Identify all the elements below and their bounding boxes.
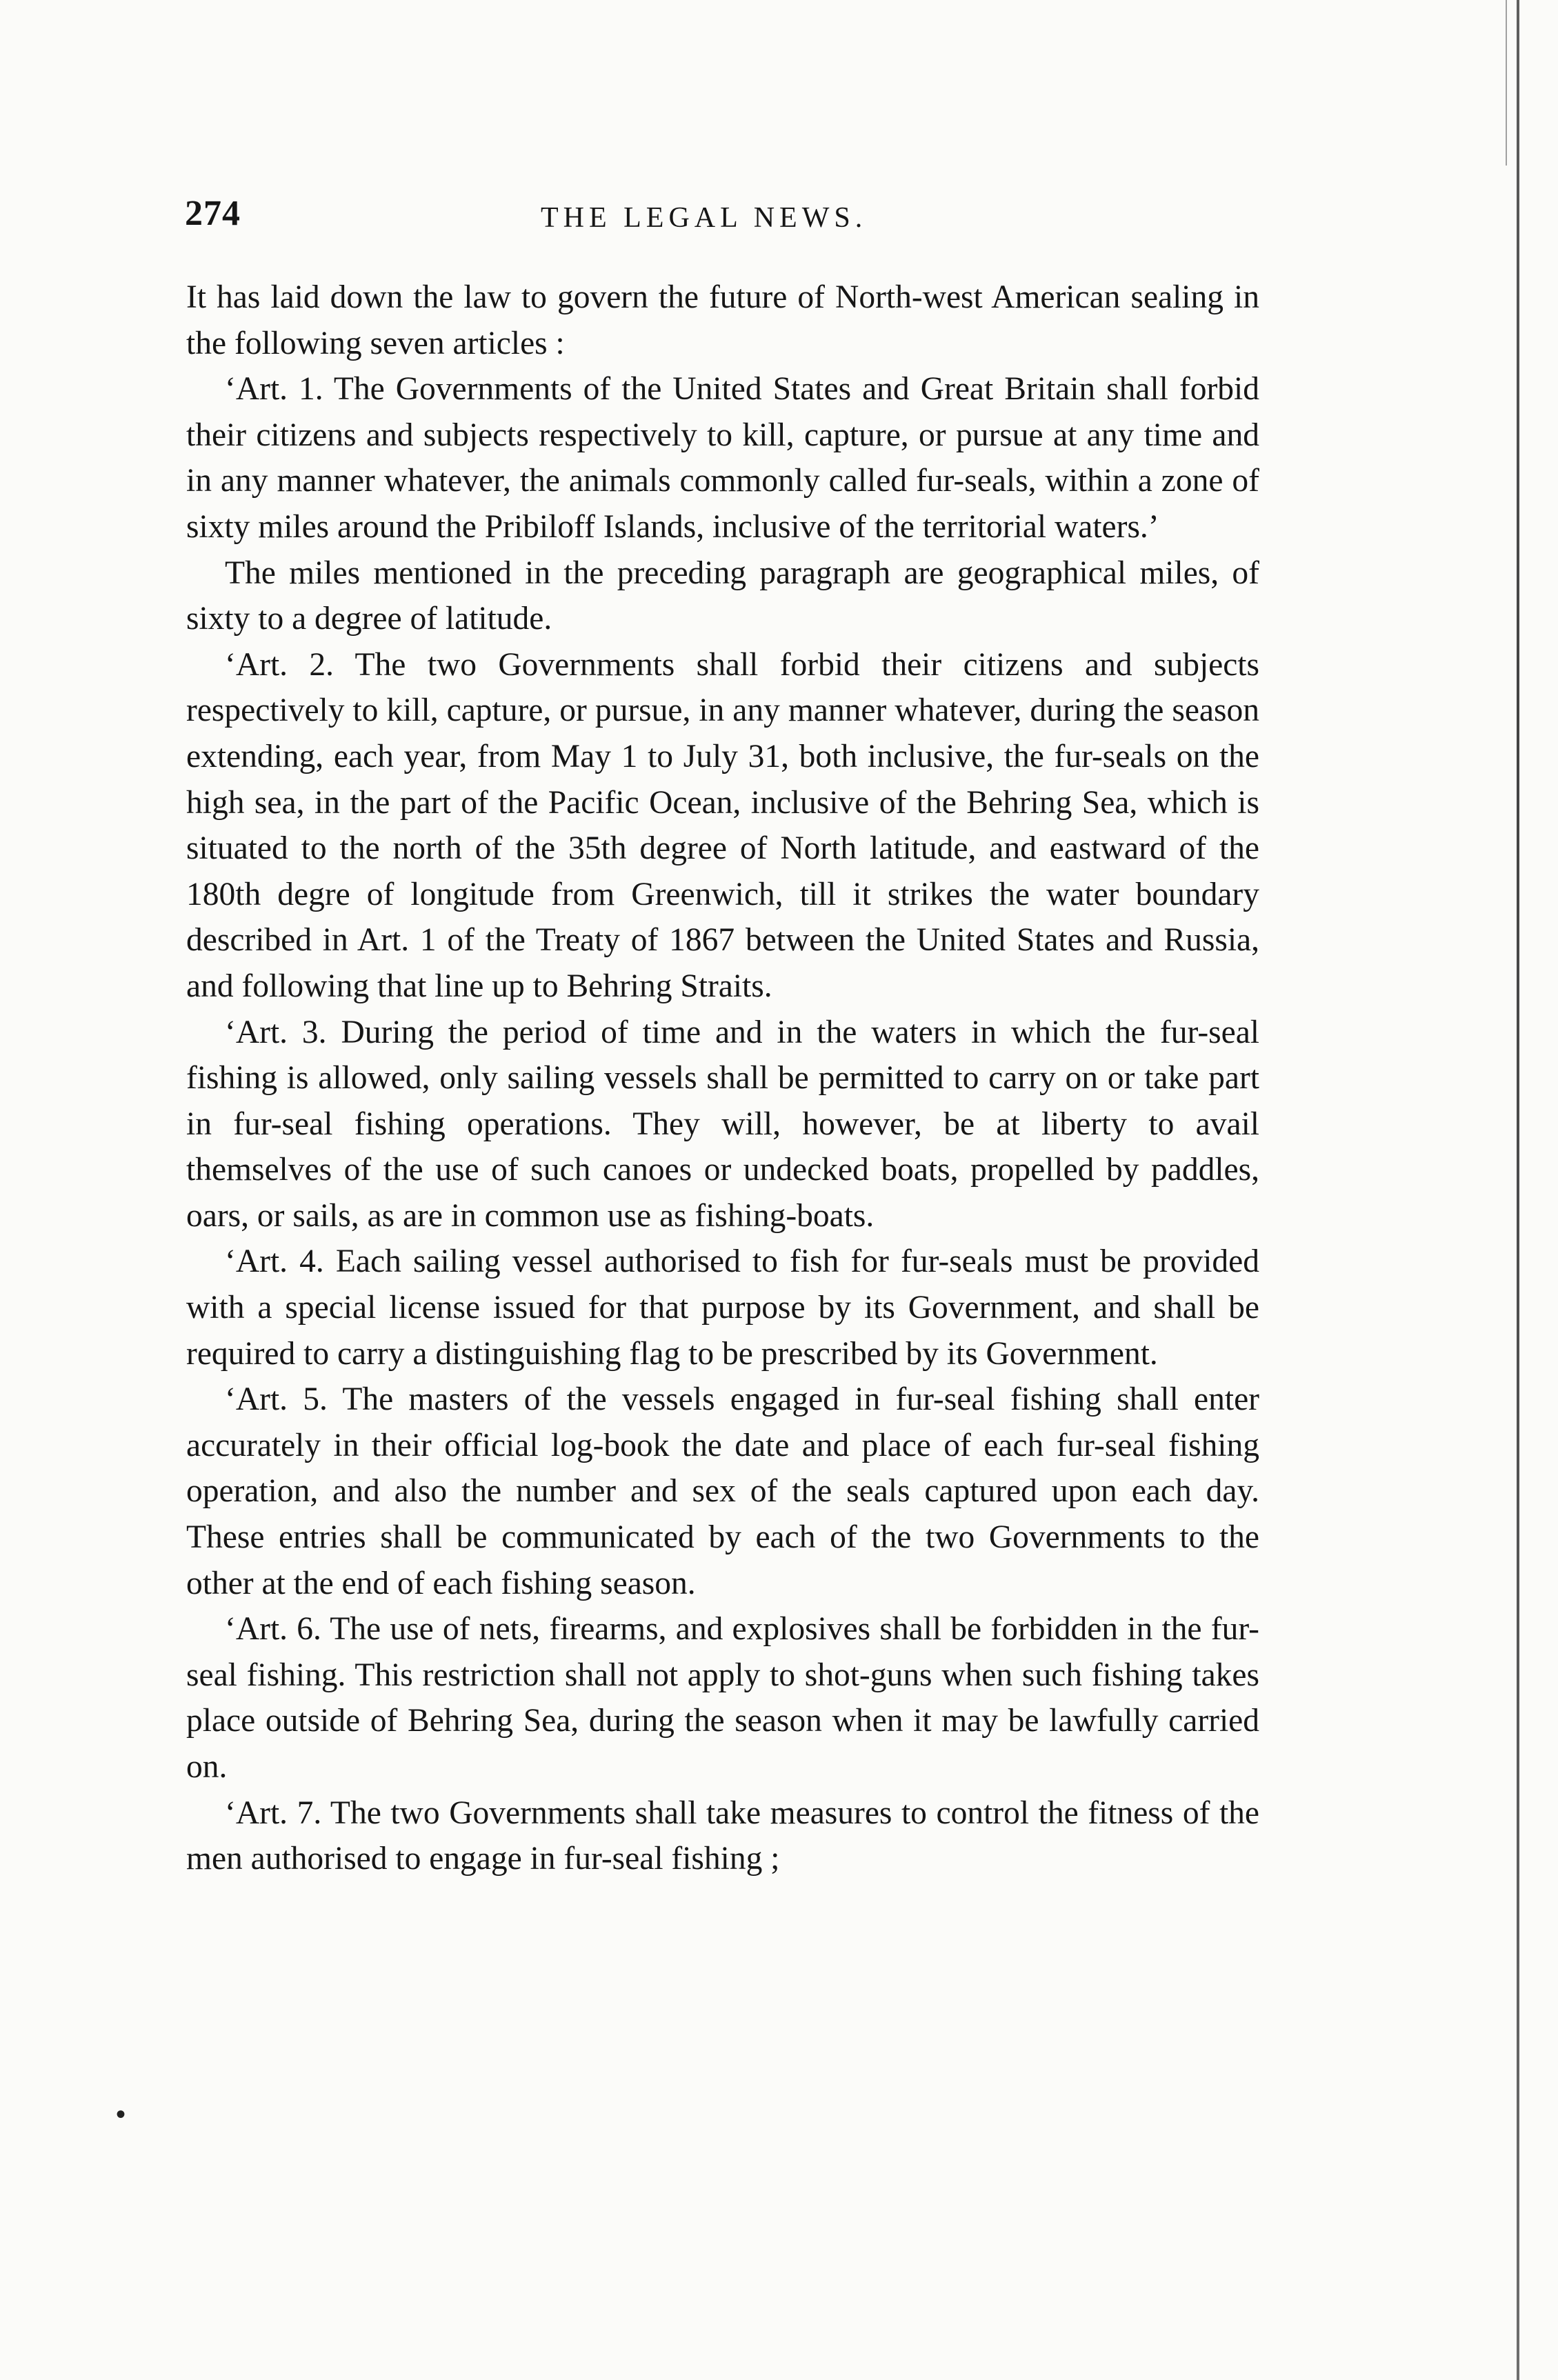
- margin-mark: •: [116, 2099, 126, 2130]
- page-header: [185, 193, 1261, 248]
- running-title: THE LEGAL NEWS.: [541, 202, 868, 234]
- article-5-paragraph: ‘Art. 5. The masters of the vessels engaged in fur-seal fishing shall enter accurately in their official log-book the date and place of each fur-seal fishing operation, and also the number and sex of the seals captured upon each day. These entries shall be communicated by each of the two Governments to the other at the end of each fishing season.: [186, 1381, 1259, 1601]
- article-1-paragraph: ‘Art. 1. The Governments of the United States and Great Britain shall forbid their citizens and subjects respectively to kill, capture, or pursue at any time and in any manner whatever, the animals commonly called fur-seals, within a zone of sixty miles around the Pribiloff Islands, inclusive of the territorial waters.’: [186, 371, 1259, 545]
- article-3-paragraph: ‘Art. 3. During the period of time and in the waters in which the fur-seal fishing is allowed, only sailing vessels shall be permitted to carry on or take part in fur-seal fishing operations. They will, however, be at liberty to avail themselves of the use of such canoes or undecked boats, propelled by paddles, oars, or sails, as are in common use as fishing-boats.: [186, 1014, 1259, 1234]
- page-number: 274: [185, 194, 241, 233]
- page-edge-line-secondary: [1506, 0, 1507, 166]
- miles-note-paragraph: The miles mentioned in the preceding paragraph are geographical miles, of sixty to a degree of latitude.: [186, 554, 1259, 637]
- article-2-paragraph: ‘Art. 2. The two Governments shall forbid their citizens and subjects respectively to kill, capture, or pursue, in any manner whatever, during the season extending, each year, from May 1 to July 31, both inclusive, the fur-seals on the high sea, in the part of the Pacific Ocean, inclusive of the Behring Sea, which is situated to the north of the 35th degree of North latitude, and eastward of the 180th degre of longitude from Greenwich, till it strikes the water boundary described in Art. 1 of the Treaty of 1867 between the United States and Russia, and following that line up to Behring Straits.: [186, 646, 1259, 1004]
- article-4-paragraph: ‘Art. 4. Each sailing vessel authorised to fish for fur-seals must be provided with a special license issued for that purpose by its Government, and shall be required to carry a distinguishing flag to be prescribed by its Government.: [186, 1243, 1259, 1372]
- page-edge-line: [1517, 0, 1519, 2380]
- article-body: [186, 274, 1259, 1882]
- article-6-paragraph: ‘Art. 6. The use of nets, firearms, and explosives shall be forbidden in the fur-seal fishing. This restriction shall not apply to shot-guns when such fishing takes place outside of Behring Sea, during the season when it may be lawfully carried on.: [186, 1611, 1259, 1785]
- intro-paragraph: It has laid down the law to govern the future of North-west American sealing in the following seven articles :: [186, 279, 1259, 361]
- article-7-paragraph: ‘Art. 7. The two Governments shall take measures to control the fitness of the men authorised to engage in fur-seal fishing ;: [186, 1794, 1259, 1877]
